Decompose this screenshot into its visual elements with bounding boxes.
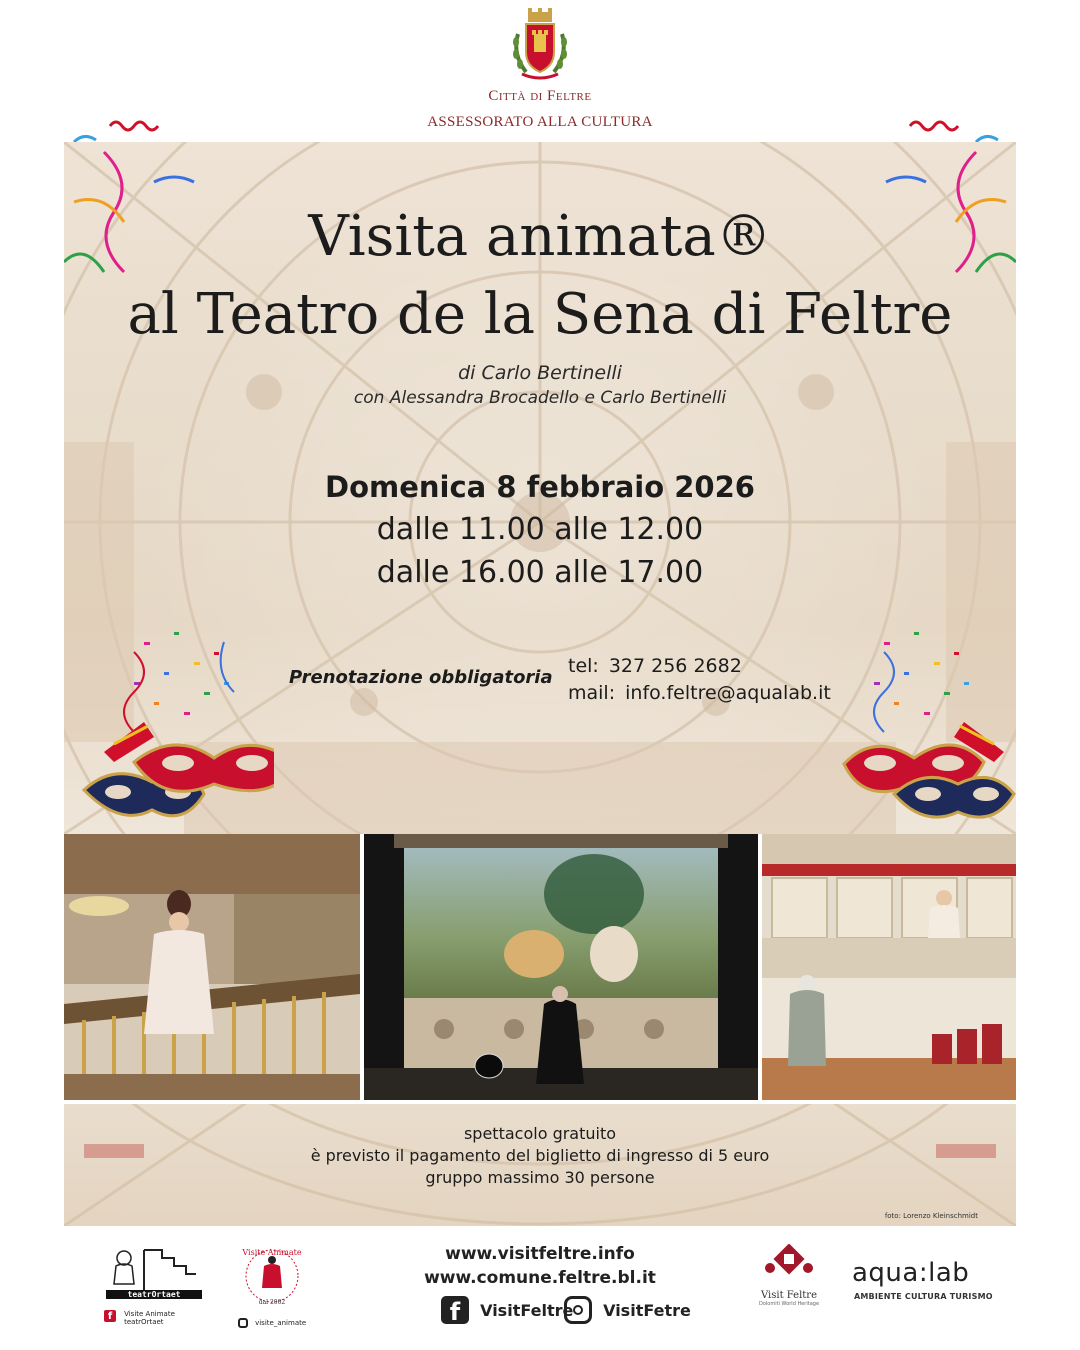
facebook-icon: f bbox=[104, 1310, 116, 1322]
phone-number[interactable]: 327 256 2682 bbox=[608, 655, 742, 677]
teatrortaet-facebook[interactable] bbox=[104, 1310, 175, 1329]
event-title-line1: Visita animata® bbox=[308, 204, 772, 269]
free-show-note: spettacolo gratuito bbox=[463, 1124, 617, 1143]
visit-feltre-logo bbox=[756, 1244, 822, 1307]
website-comune-feltre[interactable]: www.comune.feltre.bl.it bbox=[424, 1268, 656, 1288]
event-time-1: dalle 11.00 alle 12.00 bbox=[376, 512, 704, 547]
teatrortaet-social-line2: teatrOrtaet bbox=[124, 1318, 164, 1326]
instagram-icon bbox=[238, 1318, 248, 1328]
email-address[interactable]: info.feltre@aqualab.it bbox=[625, 682, 831, 704]
event-title-line2: al Teatro de la Sena di Feltre bbox=[127, 282, 953, 347]
streamer-right-decoration bbox=[866, 142, 1016, 322]
info-panel bbox=[64, 1104, 1016, 1226]
department-name: ASSESSORATO ALLA CULTURA bbox=[427, 114, 653, 130]
instagram-visitfetre-link[interactable] bbox=[564, 1296, 691, 1324]
visit-feltre-logo-sub: Dolomiti World Heritage bbox=[758, 1301, 820, 1307]
photo-strip bbox=[64, 834, 1016, 1100]
facebook-name: VisitFeltre bbox=[480, 1300, 574, 1320]
carnival-masks-left-decoration bbox=[74, 622, 274, 834]
contact-email bbox=[568, 682, 831, 704]
ticket-price-note: è previsto il pagamento del biglietto di ingresso di 5 euro bbox=[310, 1146, 770, 1165]
event-time-2: dalle 16.00 alle 17.00 bbox=[376, 555, 704, 590]
visite-animate-logo-sub: dal 2002 bbox=[258, 1299, 286, 1306]
visite-animate-instagram[interactable] bbox=[238, 1312, 306, 1331]
website-visitfeltre[interactable]: www.visitfeltre.info bbox=[445, 1244, 635, 1264]
facebook-visitfeltre-link[interactable] bbox=[441, 1296, 573, 1324]
group-size-note: gruppo massimo 30 persone bbox=[425, 1168, 655, 1187]
event-date: Domenica 8 febbraio 2026 bbox=[325, 470, 755, 504]
aqualab-subtitle: AMBIENTE CULTURA TURISMO bbox=[854, 1292, 993, 1301]
booking-required-label: Prenotazione obbligatoria bbox=[289, 667, 553, 688]
photo-theatre-boxes bbox=[762, 834, 1016, 1100]
instagram-icon bbox=[564, 1296, 592, 1324]
contact-phone bbox=[568, 655, 742, 677]
event-author: di Carlo Bertinelli bbox=[458, 362, 622, 384]
instagram-handle: visite_animate bbox=[255, 1318, 307, 1327]
carnival-masks-right-decoration bbox=[824, 622, 1016, 834]
phone-label: tel: bbox=[568, 655, 599, 677]
city-crest-logo bbox=[508, 8, 572, 84]
visite-animate-logo-text: Visite Animate bbox=[242, 1248, 302, 1257]
info-background-pattern bbox=[64, 1104, 1016, 1226]
teatrortaet-logo-text: teatrOrtaet bbox=[127, 1290, 181, 1299]
instagram-name: VisitFetre bbox=[603, 1300, 691, 1320]
poster-panel bbox=[64, 142, 1016, 834]
city-name: Città di Feltre bbox=[488, 88, 592, 104]
photo-stage-curtain bbox=[364, 834, 758, 1100]
aqualab-logo: aqua:lab bbox=[852, 1258, 970, 1288]
teatrortaet-social-line1: Visite Animate bbox=[124, 1310, 175, 1318]
photo-balcony-staircase bbox=[64, 834, 360, 1100]
event-cast: con Alessandra Brocadello e Carlo Bertinelli bbox=[353, 388, 727, 408]
visit-feltre-logo-text: Visit Feltre bbox=[761, 1290, 817, 1301]
photo-credit: foto: Lorenzo Kleinschmidt bbox=[884, 1212, 978, 1220]
facebook-icon: f bbox=[441, 1296, 469, 1324]
email-label: mail: bbox=[568, 682, 616, 704]
streamer-left-decoration bbox=[64, 142, 214, 322]
